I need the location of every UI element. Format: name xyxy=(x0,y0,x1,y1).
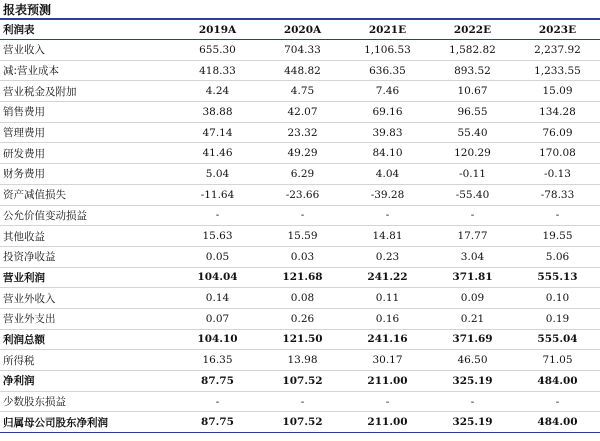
cell-value: 1,233.55 xyxy=(515,60,600,81)
cell-value: 418.33 xyxy=(175,60,260,81)
cell-value: 0.09 xyxy=(430,288,515,309)
table-row xyxy=(0,226,600,247)
cell-value: 13.98 xyxy=(260,350,345,371)
cell-value: 0.08 xyxy=(260,288,345,309)
cell-value: 55.40 xyxy=(430,122,515,143)
cell-value: - xyxy=(345,205,430,226)
cell-value: - xyxy=(430,205,515,226)
cell-value: 121.68 xyxy=(260,267,345,288)
cell-value: 87.75 xyxy=(175,371,260,392)
cell-value: 4.04 xyxy=(345,164,430,185)
cell-value: 17.77 xyxy=(430,226,515,247)
cell-value: - xyxy=(515,391,600,412)
cell-value: 38.88 xyxy=(175,102,260,123)
cell-value: 76.09 xyxy=(515,122,600,143)
cell-value: 71.05 xyxy=(515,350,600,371)
table-row xyxy=(0,329,600,350)
cell-value: -0.11 xyxy=(430,164,515,185)
cell-value: 484.00 xyxy=(515,371,600,392)
cell-value: 170.08 xyxy=(515,143,600,164)
row-label: 投资净收益 xyxy=(0,246,175,267)
cell-value: 0.03 xyxy=(260,246,345,267)
cell-value: - xyxy=(260,391,345,412)
cell-value: - xyxy=(260,205,345,226)
cell-value: 121.50 xyxy=(260,329,345,350)
cell-value: 42.07 xyxy=(260,102,345,123)
cell-value: -78.33 xyxy=(515,184,600,205)
row-label: 少数股东损益 xyxy=(0,391,175,412)
table-row xyxy=(0,371,600,392)
row-label: 销售费用 xyxy=(0,102,175,123)
cell-value: 10.67 xyxy=(430,81,515,102)
cell-value: 47.14 xyxy=(175,122,260,143)
cell-value: -55.40 xyxy=(430,184,515,205)
cell-value: 555.13 xyxy=(515,267,600,288)
cell-value: 3.04 xyxy=(430,246,515,267)
cell-value: 636.35 xyxy=(345,60,430,81)
cell-value: - xyxy=(515,205,600,226)
row-label: 管理费用 xyxy=(0,122,175,143)
cell-value: - xyxy=(175,205,260,226)
row-label: 营业收入 xyxy=(0,40,175,61)
section-title: 报表预测 xyxy=(0,0,600,20)
row-label: 财务费用 xyxy=(0,164,175,185)
row-label: 营业外支出 xyxy=(0,308,175,329)
row-label: 营业利润 xyxy=(0,267,175,288)
cell-value: 0.10 xyxy=(515,288,600,309)
cell-value: 0.05 xyxy=(175,246,260,267)
row-label: 其他收益 xyxy=(0,226,175,247)
cell-value: 16.35 xyxy=(175,350,260,371)
table-row xyxy=(0,246,600,267)
cell-value: 4.75 xyxy=(260,81,345,102)
cell-value: 120.29 xyxy=(430,143,515,164)
header-2019a: 2019A xyxy=(175,20,260,40)
cell-value: 448.82 xyxy=(260,60,345,81)
cell-value: 15.59 xyxy=(260,226,345,247)
cell-value: 104.10 xyxy=(175,329,260,350)
table-row xyxy=(0,308,600,329)
cell-value: 41.46 xyxy=(175,143,260,164)
cell-value: 5.04 xyxy=(175,164,260,185)
cell-value: 0.11 xyxy=(345,288,430,309)
cell-value: - xyxy=(175,391,260,412)
cell-value: 49.29 xyxy=(260,143,345,164)
table-row xyxy=(0,267,600,288)
cell-value: 893.52 xyxy=(430,60,515,81)
cell-value: 15.63 xyxy=(175,226,260,247)
row-label: 归属母公司股东净利润 xyxy=(0,412,175,433)
cell-value: -39.28 xyxy=(345,184,430,205)
header-2023e: 2023E xyxy=(515,20,600,40)
cell-value: 0.16 xyxy=(345,308,430,329)
table-row xyxy=(0,391,600,412)
cell-value: 107.52 xyxy=(260,412,345,433)
cell-value: 325.19 xyxy=(430,412,515,433)
cell-value: 484.00 xyxy=(515,412,600,433)
row-label: 减:营业成本 xyxy=(0,60,175,81)
cell-value: 39.83 xyxy=(345,122,430,143)
cell-value: -0.13 xyxy=(515,164,600,185)
cell-value: 241.16 xyxy=(345,329,430,350)
table-row xyxy=(0,412,600,433)
cell-value: 704.33 xyxy=(260,40,345,61)
cell-value: 555.04 xyxy=(515,329,600,350)
header-2021e: 2021E xyxy=(345,20,430,40)
cell-value: 23.32 xyxy=(260,122,345,143)
header-2020a: 2020A xyxy=(260,20,345,40)
cell-value: 655.30 xyxy=(175,40,260,61)
table-row xyxy=(0,102,600,123)
table-row xyxy=(0,164,600,185)
cell-value: 87.75 xyxy=(175,412,260,433)
cell-value: 46.50 xyxy=(430,350,515,371)
cell-value: 0.14 xyxy=(175,288,260,309)
cell-value: 14.81 xyxy=(345,226,430,247)
cell-value: -23.66 xyxy=(260,184,345,205)
table-row xyxy=(0,350,600,371)
cell-value: 19.55 xyxy=(515,226,600,247)
table-row xyxy=(0,184,600,205)
row-label: 所得税 xyxy=(0,350,175,371)
cell-value: - xyxy=(430,391,515,412)
income-statement-table xyxy=(0,20,600,433)
table-row xyxy=(0,205,600,226)
row-label: 营业外收入 xyxy=(0,288,175,309)
cell-value: 134.28 xyxy=(515,102,600,123)
cell-value: 6.29 xyxy=(260,164,345,185)
table-row xyxy=(0,288,600,309)
table-row xyxy=(0,40,600,61)
table-row xyxy=(0,60,600,81)
cell-value: - xyxy=(345,391,430,412)
cell-value: 2,237.92 xyxy=(515,40,600,61)
cell-value: 1,106.53 xyxy=(345,40,430,61)
row-label: 研发费用 xyxy=(0,143,175,164)
cell-value: 0.07 xyxy=(175,308,260,329)
cell-value: 96.55 xyxy=(430,102,515,123)
table-row xyxy=(0,122,600,143)
row-label: 净利润 xyxy=(0,371,175,392)
cell-value: 104.04 xyxy=(175,267,260,288)
table-row xyxy=(0,143,600,164)
cell-value: -11.64 xyxy=(175,184,260,205)
cell-value: 69.16 xyxy=(345,102,430,123)
cell-value: 0.23 xyxy=(345,246,430,267)
cell-value: 7.46 xyxy=(345,81,430,102)
cell-value: 1,582.82 xyxy=(430,40,515,61)
cell-value: 211.00 xyxy=(345,371,430,392)
cell-value: 84.10 xyxy=(345,143,430,164)
cell-value: 0.26 xyxy=(260,308,345,329)
cell-value: 15.09 xyxy=(515,81,600,102)
cell-value: 211.00 xyxy=(345,412,430,433)
cell-value: 371.81 xyxy=(430,267,515,288)
row-label: 营业税金及附加 xyxy=(0,81,175,102)
cell-value: 325.19 xyxy=(430,371,515,392)
cell-value: 0.21 xyxy=(430,308,515,329)
row-label: 利润总额 xyxy=(0,329,175,350)
header-2022e: 2022E xyxy=(430,20,515,40)
table-row xyxy=(0,81,600,102)
row-label: 公允价值变动损益 xyxy=(0,205,175,226)
cell-value: 30.17 xyxy=(345,350,430,371)
cell-value: 0.19 xyxy=(515,308,600,329)
cell-value: 241.22 xyxy=(345,267,430,288)
header-label: 利润表 xyxy=(0,20,175,40)
row-label: 资产减值损失 xyxy=(0,184,175,205)
cell-value: 5.06 xyxy=(515,246,600,267)
cell-value: 4.24 xyxy=(175,81,260,102)
table-header-row xyxy=(0,20,600,40)
cell-value: 371.69 xyxy=(430,329,515,350)
cell-value: 107.52 xyxy=(260,371,345,392)
